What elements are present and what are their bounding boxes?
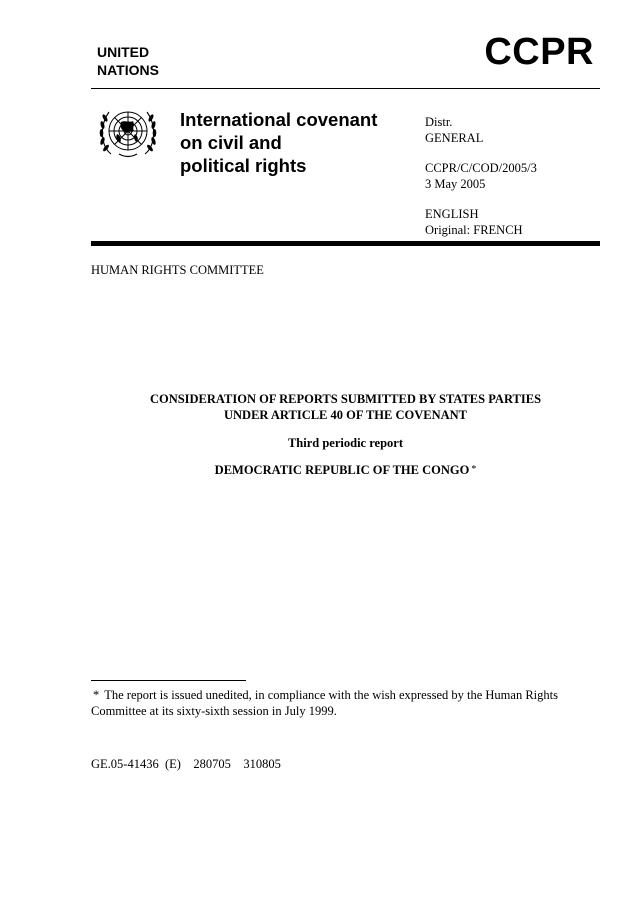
- report-heading-line-1: CONSIDERATION OF REPORTS SUBMITTED BY STATES PARTIES: [149, 392, 542, 406]
- distr-value: GENERAL: [425, 130, 484, 145]
- report-subheading: Third periodic report: [287, 436, 404, 450]
- original-language: Original: FRENCH: [425, 222, 523, 237]
- covenant-title-line-3: political rights: [180, 155, 307, 176]
- header-divider: [91, 88, 600, 89]
- document-date: 3 May 2005: [425, 176, 486, 191]
- country-name: DEMOCRATIC REPUBLIC OF THE CONGO: [214, 463, 470, 477]
- footnote-marker: *: [93, 688, 100, 702]
- document-symbol: CCPR/C/COD/2005/3: [425, 161, 537, 175]
- committee-symbol: CCPR: [484, 31, 594, 73]
- report-heading-line-2: UNDER ARTICLE 40 OF THE COVENANT: [224, 407, 467, 422]
- document-job-number: GE.05-41436 (E) 280705 310805: [91, 757, 281, 771]
- un-emblem-icon: [97, 104, 159, 162]
- covenant-title: [180, 108, 400, 177]
- country-heading: [91, 462, 600, 479]
- report-heading: [91, 392, 600, 423]
- footnote-text: The report is issued unedited, in compliance with the wish expressed by the Human Rights Committee at its sixty-sixth session in July 1999.: [91, 688, 558, 718]
- distr-label: Distr.: [425, 115, 453, 129]
- footnote-separator: [91, 680, 246, 681]
- footnote-reference: *: [471, 464, 477, 475]
- org-line-1: UNITED: [97, 44, 150, 60]
- footnote: [91, 687, 600, 719]
- organization-name: [97, 43, 159, 79]
- org-line-2: NATIONS: [97, 62, 159, 78]
- committee-name: HUMAN RIGHTS COMMITTEE: [91, 263, 264, 277]
- covenant-title-line-2: on civil and: [180, 132, 282, 153]
- title-block-divider: [91, 241, 600, 246]
- covenant-title-line-1: International covenant: [180, 109, 378, 130]
- distribution-info: [425, 115, 537, 238]
- document-language: ENGLISH: [425, 207, 479, 221]
